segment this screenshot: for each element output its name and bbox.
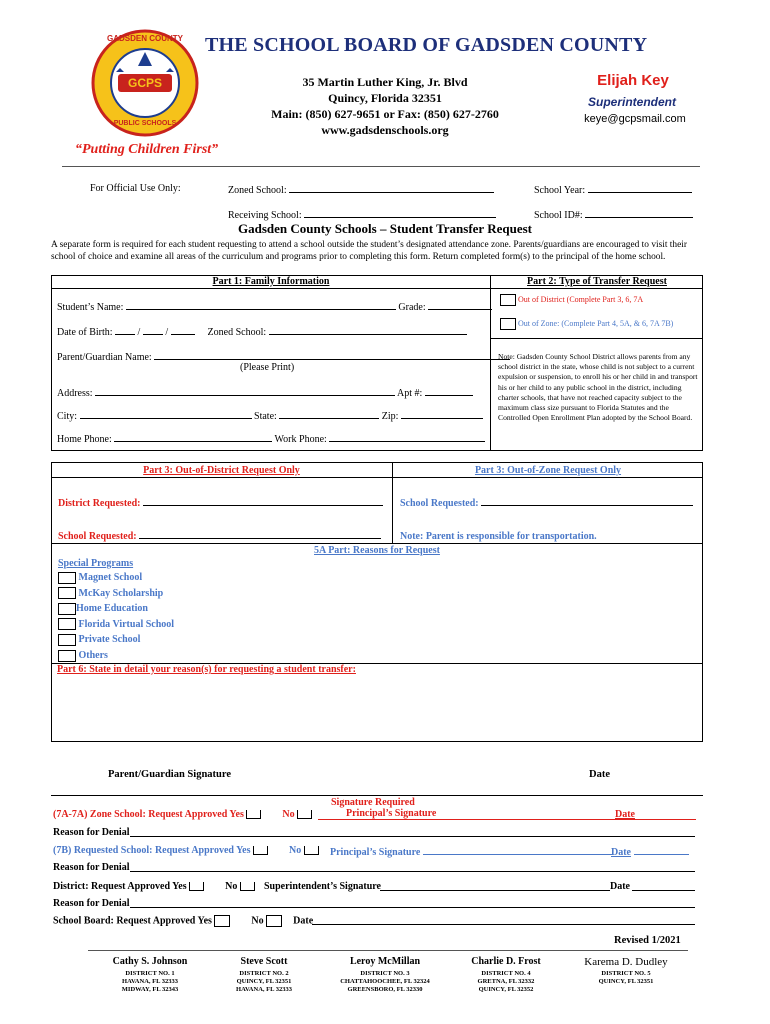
board-approved-no-label: No (251, 915, 264, 927)
address-field[interactable] (95, 386, 395, 396)
part3-right-heading: Part 3: Out-of-Zone Request Only (474, 465, 622, 476)
official-zoned-school-field[interactable] (289, 183, 494, 193)
work-phone-field[interactable] (329, 432, 485, 442)
school-requested-right-label: School Requested: (400, 498, 479, 509)
form-title: Gadsden County Schools – Student Transfer Request (238, 221, 532, 236)
superintendent-email[interactable]: keye@gcpsmail.com (584, 113, 686, 125)
superintendent-signature-label: Superintendent’s Signature (264, 881, 381, 892)
official-receiving-school-label: Receiving School: (228, 210, 302, 221)
parent-name-label: Parent/Guardian Name: (57, 352, 152, 363)
board-member-name: Charlie D. Frost (471, 956, 541, 967)
board-member-2 (209, 956, 319, 994)
official-receiving-school-field[interactable] (304, 208, 496, 218)
option-others: Others (78, 649, 108, 661)
superintendent-name: Elijah Key (597, 72, 669, 89)
part2-heading: Part 2: Type of Transfer Request (527, 276, 667, 287)
board-member-city1: GRETNA, FL 32332 (477, 978, 535, 985)
part2-note: Note: Gadsden County School District allows parents from any school district in the state, whose child is not subject to a current expulsion or suspension, to enroll his or her child in and transport his or her child to any public school in the district, including charter schools, that have not reached capacity subject to the maximum class size pursuant to Florida Statutes and the Controlled Open Enrollment Plan adopted by the School Board. (498, 352, 698, 423)
zone-approved-no-label: No (282, 809, 295, 820)
reason-denial-line-2[interactable] (130, 871, 695, 872)
school-requested-left-field[interactable] (139, 529, 381, 539)
board-title: THE SCHOOL BOARD OF GADSDEN COUNTY (205, 34, 648, 56)
board-member-district: DISTRICT NO. 3 (360, 970, 410, 977)
district-approved-no-label: No (225, 881, 238, 892)
part3-header-rule (51, 477, 703, 478)
board-member-city1: HAVANA, FL 32333 (122, 978, 178, 985)
part7-top-rule (51, 795, 703, 796)
city-field[interactable] (80, 409, 252, 419)
reason-detail-textarea[interactable] (56, 678, 698, 738)
state-field[interactable] (279, 409, 379, 419)
footer-rule (88, 950, 688, 951)
requested-date-field[interactable] (634, 845, 689, 855)
board-member-name: Karema D. Dudley (584, 956, 668, 968)
board-member-name: Leroy McMillan (349, 956, 421, 967)
special-programs-label: Special Programs (58, 558, 134, 569)
parent-name-field[interactable] (154, 350, 510, 360)
reason-denial-line-3[interactable] (130, 907, 695, 908)
board-member-city2: MIDWAY, FL 32343 (121, 986, 179, 993)
board-approved-label: School Board: Request Approved Yes (53, 915, 212, 927)
address-line2: Quincy, Florida 32351 (328, 91, 442, 105)
parent-signature-date-label: Date (589, 769, 610, 780)
board-approved-no-checkbox[interactable] (266, 915, 282, 927)
board-member-city1: QUINCY, FL 32351 (598, 978, 654, 985)
reason-denial-label-2: Reason for Denial (53, 862, 130, 873)
form-intro: A separate form is required for each student requesting to attend a school outside the student’s designated attendance zone. Parents/guardians are encouraged to visit their school of choice and examine all areas of the curriculum and programs prior to completing this form. Return completed form(s) to the principal of the home school. (51, 240, 687, 262)
board-member-city2: QUINCY, FL 32352 (478, 986, 534, 993)
option-mckay-scholarship: McKay Scholarship (78, 587, 164, 599)
please-print-note: (Please Print) (240, 362, 295, 373)
parent-signature-field[interactable] (108, 752, 648, 766)
zone-approved-label: (7A-7A) Zone School: Request Approved Yes (53, 809, 244, 820)
part-header-rule (51, 288, 703, 289)
part1-zoned-school-field[interactable] (269, 325, 467, 335)
grade-field[interactable] (428, 300, 492, 310)
board-member-district: DISTRICT NO. 1 (125, 970, 175, 977)
official-school-id-label: School ID#: (534, 210, 583, 221)
home-phone-label: Home Phone: (57, 434, 112, 445)
student-name-label: Student’s Name: (57, 302, 124, 313)
dob-label: Date of Birth: (57, 327, 113, 338)
district-logo (90, 28, 200, 138)
requested-approved-yes-checkbox[interactable] (253, 846, 268, 855)
logo-text-top: GADSDEN COUNTY (106, 34, 183, 43)
requested-principal-signature-label: Principal’s Signature (330, 847, 421, 858)
address-line1: 35 Martin Luther King, Jr. Blvd (302, 75, 468, 89)
official-school-year-field[interactable] (588, 183, 692, 193)
parent-signature-label: Parent/Guardian Signature (108, 769, 232, 780)
board-member-city1: CHATTAHOOCHEE, FL 32324 (340, 978, 430, 985)
motto: “Putting Children First” (75, 142, 219, 157)
board-date-line[interactable] (312, 924, 695, 925)
board-member-4 (451, 956, 561, 994)
zip-field[interactable] (401, 409, 483, 419)
requested-principal-signature-field[interactable] (423, 845, 613, 855)
logo-text-bottom: PUBLIC SCHOOLS (113, 120, 177, 127)
official-school-year-label: School Year: (534, 185, 586, 196)
part3-left-heading: Part 3: Out-of-District Request Only (143, 465, 300, 476)
option-home-education: Home Education (76, 603, 148, 615)
option-florida-virtual-school: Florida Virtual School (78, 618, 175, 630)
home-phone-field[interactable] (114, 432, 272, 442)
board-member-city1: QUINCY, FL 32351 (236, 978, 292, 985)
part1-zoned-school-label: Zoned School: (207, 327, 267, 338)
part5-heading: 5A Part: Reasons for Request (314, 545, 440, 556)
out-of-zone-label: Out of Zone: (Complete Part 4, 5A, & 6, 7A 7B) (518, 318, 674, 328)
out-of-zone-checkbox[interactable] (500, 318, 516, 330)
apt-label: Apt #: (397, 388, 423, 399)
district-date-line[interactable] (632, 890, 695, 891)
board-member-5 (571, 956, 681, 986)
zone-date-label: Date (615, 809, 635, 820)
city-label: City: (57, 411, 78, 422)
others-checkbox[interactable] (58, 650, 76, 662)
superintendent-signature-line[interactable] (380, 890, 610, 891)
student-name-field[interactable] (126, 300, 396, 310)
revised-date: Revised 1/2021 (614, 935, 681, 946)
board-date-label: Date (293, 915, 314, 927)
private-school-checkbox[interactable] (58, 634, 76, 646)
board-approved-yes-checkbox[interactable] (214, 915, 230, 927)
principal-signature-label: Principal’s Signature (346, 808, 437, 819)
out-of-district-label: Out of District (Complete Part 3, 6, 7A (518, 294, 644, 304)
zip-label: Zip: (381, 411, 399, 422)
logo-text-mid: GCPS (127, 76, 162, 90)
requested-approved-no-checkbox[interactable] (304, 846, 319, 855)
official-use-label: For Official Use Only: (90, 183, 181, 194)
superintendent-title: Superintendent (587, 95, 676, 109)
address-label: Address: (57, 388, 93, 399)
transportation-note: Note: Parent is responsible for transportation. (400, 531, 597, 542)
state-label: State: (254, 411, 277, 422)
header-divider (62, 166, 700, 167)
reason-denial-label-3: Reason for Denial (53, 898, 130, 909)
reason-denial-line-1[interactable] (130, 836, 695, 837)
requested-approved-no-label: No (289, 845, 302, 856)
part2-rule (491, 338, 703, 339)
magnet-school-checkbox[interactable] (58, 572, 76, 584)
board-member-district: DISTRICT NO. 4 (481, 970, 531, 977)
home-education-checkbox[interactable] (58, 603, 76, 615)
phone-line: Main: (850) 627-9651 or Fax: (850) 627-2760 (271, 107, 499, 121)
board-member-city2: GREENSBORO, FL 32330 (347, 986, 423, 993)
board-member-district: DISTRICT NO. 2 (239, 970, 289, 977)
official-zoned-school-label: Zoned School: (228, 185, 287, 196)
board-member-name: Steve Scott (240, 956, 288, 967)
requested-approved-label: (7B) Requested School: Request Approved Yes (53, 845, 251, 856)
work-phone-label: Work Phone: (274, 434, 327, 445)
florida-virtual-school-checkbox[interactable] (58, 618, 76, 630)
option-private-school: Private School (78, 634, 141, 646)
zone-principal-signature-line[interactable] (318, 819, 696, 820)
signature-required: Signature Required (331, 797, 415, 808)
part1-heading: Part 1: Family Information (212, 276, 330, 287)
board-member-3 (330, 956, 440, 994)
district-date-label: Date (610, 881, 630, 892)
dob-field[interactable]: / / (115, 325, 205, 338)
zone-approved-no-checkbox[interactable] (297, 810, 312, 819)
reason-denial-label-1: Reason for Denial (53, 827, 130, 838)
official-school-id-field[interactable] (585, 208, 693, 218)
board-member-district: DISTRICT NO. 5 (601, 970, 651, 977)
apt-field[interactable] (425, 386, 473, 396)
website-link[interactable]: www.gadsdenschools.org (321, 123, 449, 137)
requested-date-label: Date (611, 847, 631, 858)
district-requested-field[interactable] (143, 496, 383, 506)
school-requested-left-label: School Requested: (58, 531, 137, 542)
board-member-city2: HAVANA, FL 32333 (236, 986, 292, 993)
district-requested-label: District Requested: (58, 498, 141, 509)
district-approved-yes-checkbox[interactable] (189, 882, 204, 891)
zone-approved-yes-checkbox[interactable] (246, 810, 261, 819)
school-requested-right-field[interactable] (481, 496, 693, 506)
grade-label: Grade: (398, 302, 426, 313)
option-magnet-school: Magnet School (78, 572, 143, 583)
board-member-name: Cathy S. Johnson (112, 956, 188, 967)
part3-bottom-rule (51, 543, 703, 544)
part6-heading: Part 6: State in detail your reason(s) for requesting a student transfer: (57, 664, 356, 675)
out-of-district-checkbox[interactable] (500, 294, 516, 306)
district-approved-no-checkbox[interactable] (240, 882, 255, 891)
board-member-1 (95, 956, 205, 994)
district-approved-label: District: Request Approved Yes (53, 881, 187, 892)
mckay-scholarship-checkbox[interactable] (58, 587, 76, 599)
